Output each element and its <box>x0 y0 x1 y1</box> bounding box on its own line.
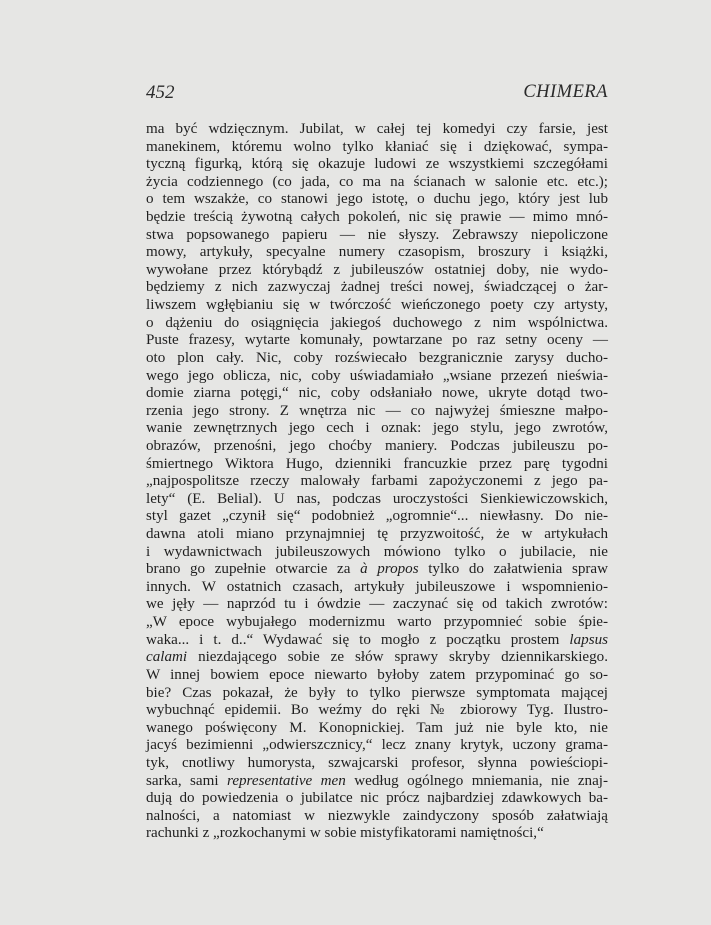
text-segment: liwszem wgłębianiu się w twórczość wieńczonego poety czy artysty, <box>146 297 608 314</box>
text-segment: ma być wdzięcznym. Jubilat, w całej tej komedyi czy farsie, jest <box>146 121 608 137</box>
text-segment: wybuchnąć epidemii. Bo weźmy do ręki № zbiorowy Tyg. Ilustro- <box>146 702 608 719</box>
text-segment: dują do powiedzenia o jubilatce nic prócz najbardziej zdawkowych ba- <box>146 790 608 807</box>
text-line <box>146 825 608 843</box>
text-line <box>146 491 608 509</box>
text-line <box>146 473 608 491</box>
text-segment: domie ziarna potęgi,“ nic, coby odsłaniało nowe, ukryte dotąd two- <box>146 385 608 402</box>
text-line <box>146 702 608 720</box>
text-line <box>146 456 608 474</box>
text-segment: tyczną figurką, którą się okazuje ludowi ze wszystkiemi szczegółami <box>146 156 608 173</box>
text-segment: styl gazet „czynił się“ podobnież „ogromnie“... niewłasny. Do nie- <box>146 508 608 525</box>
text-line <box>146 773 608 791</box>
text-segment: oto plon cały. Nic, coby rozświecało bezgranicznie zarysy ducho- <box>146 349 608 366</box>
text-line <box>146 121 608 139</box>
text-segment: wanie zewnętrznych jego cech i oznak: jego stylu, jego zwrotów, <box>146 420 608 437</box>
text-line <box>146 544 608 562</box>
text-segment: wego jego oblicza, nic, coby uświadamiało „wsiane przezeń nieświa- <box>146 367 608 384</box>
text-line <box>146 561 608 579</box>
text-segment: innych. W ostatnich czasach, artykuły jubileuszowe i wspomnienio- <box>146 578 608 595</box>
text-segment: waka... i t. d..“ Wydawać się to mogło z początku prostem <box>146 631 570 648</box>
text-segment: rzenia jego strony. Z wnętrza nic — co najwyżej śmieszne małpo- <box>146 402 608 419</box>
text-line <box>146 420 608 438</box>
text-line <box>146 368 608 386</box>
page-number: 452 <box>146 82 175 103</box>
italic-phrase: representative men <box>227 772 346 789</box>
text-segment: manekinem, któremu wolno tylko kłaniać się i dziękować, sympa- <box>146 138 608 155</box>
text-segment: „najpospolitsze rzeczy malowały farbami zapożyczonemi z jego pa- <box>146 473 608 490</box>
text-line <box>146 156 608 174</box>
text-segment: życia codziennego (co jada, co ma na ścianach w salonie etc. etc.); <box>146 173 608 190</box>
text-segment: nalności, a natomiast w niezwykle zaindyczony sposób załatwiają <box>146 807 608 824</box>
text-line <box>146 667 608 685</box>
text-line <box>146 297 608 315</box>
text-line <box>146 332 608 350</box>
text-line <box>146 632 608 650</box>
text-segment: o dążeniu do osiągnięcia jakiegoś duchowego z nim wspólnictwa. <box>146 314 608 331</box>
text-segment: sarka, sami <box>146 772 227 789</box>
running-head: CHIMERA <box>523 82 608 102</box>
text-segment: według ogólnego mniemania, nie znaj- <box>345 772 608 789</box>
text-line <box>146 438 608 456</box>
text-segment: lety“ (E. Belial). U nas, podczas uroczystości Sienkiewiczowskich, <box>146 490 608 507</box>
text-segment: stwa popsowanego papieru — nie słyszy. Zebrawszy niepoliczone <box>146 226 608 243</box>
text-line <box>146 315 608 333</box>
text-line <box>146 244 608 262</box>
text-segment: śmiertnego Wiktora Hugo, dzienniki francuzkie przez parę tygodni <box>146 455 608 472</box>
text-segment: będziemy z nich zazwyczaj żadnej treści nowej, świadczącej o żar- <box>146 279 608 296</box>
text-line <box>146 685 608 703</box>
text-segment: wanego poświęcony M. Konopnickiej. Tam już nie byle kto, nie <box>146 719 608 736</box>
text-line <box>146 350 608 368</box>
italic-phrase: à propos <box>360 561 419 578</box>
body-text <box>146 121 608 843</box>
text-segment: tylko do załatwienia spraw <box>418 561 608 578</box>
italic-phrase: lapsus <box>569 631 608 648</box>
text-segment: mowy, artykuły, specyalne numery czasopism, broszury i książki, <box>146 244 608 261</box>
text-segment: we jęły — naprzód tu i ówdzie — zaczynać się od takich zwrotów: <box>146 596 608 613</box>
text-line <box>146 649 608 667</box>
text-line <box>146 279 608 297</box>
text-segment: tyk, cnotliwy humorysta, szwajcarski profesor, słynna powieściopi- <box>146 754 608 771</box>
text-segment: brano go zupełnie otwarcie za <box>146 561 361 578</box>
text-segment: „W epoce wybujałego modernizmu warto przypomnieć sobie śpie- <box>146 614 608 631</box>
text-line <box>146 174 608 192</box>
text-segment: wywołane przez którybądź z jubileuszów ostatniej doby, nie wydo- <box>146 261 608 278</box>
text-segment: Puste frazesy, wytarte komunały, powtarzane po raz setny oceny — <box>146 332 608 349</box>
text-segment: i wydawnictwach jubileuszowych mówiono tylko o jubilacie, nie <box>146 543 608 560</box>
text-line <box>146 720 608 738</box>
page-header <box>146 82 608 106</box>
text-segment: będzie treścią żywotną całych pokoleń, nic się prawie — mimo mnó- <box>146 209 608 226</box>
text-line <box>146 262 608 280</box>
text-segment: niezdającego sobie ze słów sprawy skryby dziennikarskiego. <box>187 649 608 666</box>
text-line <box>146 209 608 227</box>
text-line <box>146 755 608 773</box>
text-line <box>146 808 608 826</box>
text-line <box>146 227 608 245</box>
text-line <box>146 139 608 157</box>
text-segment: W innej bowiem epoce niewarto byłoby zatem przypominać go so- <box>146 666 608 683</box>
text-segment: dawna atoli miano przynajmniej tę przyzwoitość, że w artykułach <box>146 526 608 543</box>
text-line <box>146 737 608 755</box>
text-segment: obrazów, przenośni, jego choćby maniery. Podczas jubileuszu po- <box>146 437 608 454</box>
italic-phrase: calami <box>146 649 188 666</box>
text-line <box>146 191 608 209</box>
text-line <box>146 614 608 632</box>
text-line <box>146 403 608 421</box>
text-segment: jacyś bezimienni „odwierszcznicy,“ lecz znany krytyk, uczony grama- <box>146 737 608 754</box>
text-line <box>146 526 608 544</box>
text-segment: bie? Czas pokazał, że były to tylko pierwsze symptomata mającej <box>146 684 608 701</box>
text-line <box>146 508 608 526</box>
text-line <box>146 790 608 808</box>
text-line <box>146 596 608 614</box>
text-segment: o tem wszakże, co stanowi jego istotę, o duchu jego, który jest lub <box>146 191 608 208</box>
text-segment: rachunki z „rozkochanymi w sobie mistyfikatorami namiętności,“ <box>146 825 544 842</box>
text-line <box>146 579 608 597</box>
text-line <box>146 385 608 403</box>
